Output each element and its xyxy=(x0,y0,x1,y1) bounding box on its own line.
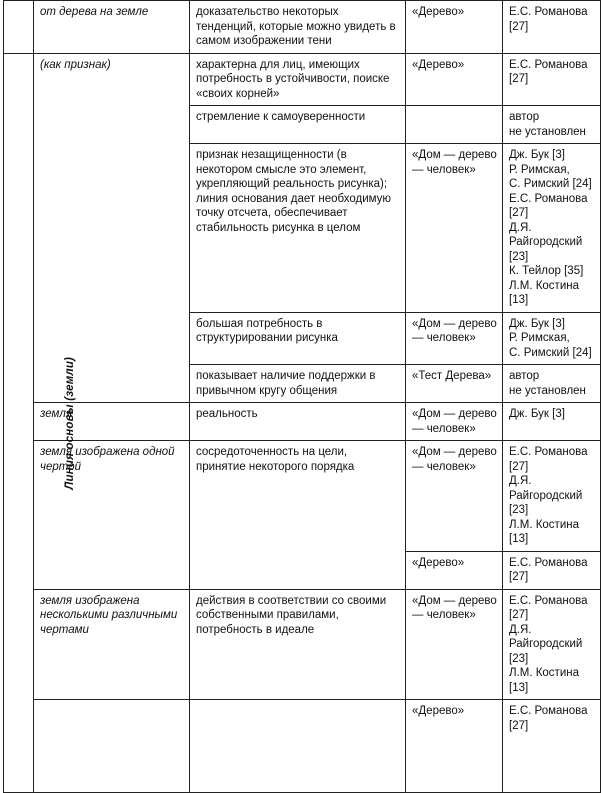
test-cell: «Тест Дерева» xyxy=(406,365,503,403)
feature-cell: земля изображена одной чертой xyxy=(34,441,190,590)
meaning-cell: показывает наличие поддержки в привычном кругу общения xyxy=(190,365,406,403)
feature-cell: (как признак) xyxy=(34,53,190,403)
feature-cell: земля изображена несколькими различными чертами xyxy=(34,589,190,700)
feature-cell: от дерева на земле xyxy=(34,1,190,54)
meaning-cell: характерна для лиц, имеющих потребность в устойчивости, поиске «своих корней» xyxy=(190,53,406,106)
author-cell: автор не установлен xyxy=(503,365,601,403)
test-cell: «Дом — дерево — человек» xyxy=(406,312,503,365)
meaning-cell: реальность xyxy=(190,403,406,441)
test-cell: «Дерево» xyxy=(406,551,503,589)
feature-cell xyxy=(34,700,190,793)
meaning-cell: доказательство некоторых тенденций, которые можно увидеть в самом изображении тени xyxy=(190,1,406,54)
author-cell: автор не установлен xyxy=(503,106,601,144)
test-cell xyxy=(406,106,503,144)
comparison-table xyxy=(3,0,601,793)
author-cell: Дж. Бук [3] xyxy=(503,403,601,441)
test-cell: «Дерево» xyxy=(406,700,503,793)
table-row xyxy=(4,53,601,106)
test-cell: «Дерево» xyxy=(406,1,503,54)
test-cell: «Дом — дерево — человек» xyxy=(406,589,503,700)
meaning-cell: действия в соответствии со своими собственными правилами, потребность в идеале xyxy=(190,589,406,700)
meaning-cell: большая потребность в структурировании рисунка xyxy=(190,312,406,365)
table-row xyxy=(4,589,601,700)
author-cell: Дж. Бук [3] Р. Римская, С. Римский [24] Е.С. Романова [27] Д.Я. Райгородский [23] К. Тейлор [35] Л.М. Костина [13] xyxy=(503,144,601,313)
table-row xyxy=(4,1,601,54)
test-cell: «Дерево» xyxy=(406,53,503,106)
meaning-cell: сосредоточенность на цели, принятие некоторого порядка xyxy=(190,441,406,590)
author-cell: Е.С. Романова [27] xyxy=(503,53,601,106)
meaning-cell xyxy=(190,700,406,793)
table-row xyxy=(4,700,601,793)
meaning-cell: признак незащищенности (в некотором смысле это элемент, укрепляющий реальность рисунка); линия основания дает необходимую точку отсчета, обеспечивает стабильность рисунка в целом xyxy=(190,144,406,313)
test-cell: «Дом — дерево — человек» xyxy=(406,144,503,313)
author-cell: Е.С. Романова [27] xyxy=(503,551,601,589)
author-cell: Е.С. Романова [27] xyxy=(503,700,601,793)
test-cell: «Дом — дерево — человек» xyxy=(406,403,503,441)
section-label: Линия основы (земли) xyxy=(64,356,77,490)
table-row xyxy=(4,403,601,441)
author-cell: Е.С. Романова [27] Д.Я. Райгородский [23] Л.М. Костина [13] xyxy=(503,589,601,700)
author-cell: Е.С. Романова [27] Д.Я. Райгородский [23] Л.М. Костина [13] xyxy=(503,441,601,552)
meaning-cell: стремление к самоуверенности xyxy=(190,106,406,144)
table-row xyxy=(4,441,601,552)
author-cell: Е.С. Романова [27] xyxy=(503,1,601,54)
author-cell: Дж. Бук [3] Р. Римская, С. Римский [24] xyxy=(503,312,601,365)
feature-cell: земля xyxy=(34,403,190,441)
test-cell: «Дом — дерево — человек» xyxy=(406,441,503,552)
